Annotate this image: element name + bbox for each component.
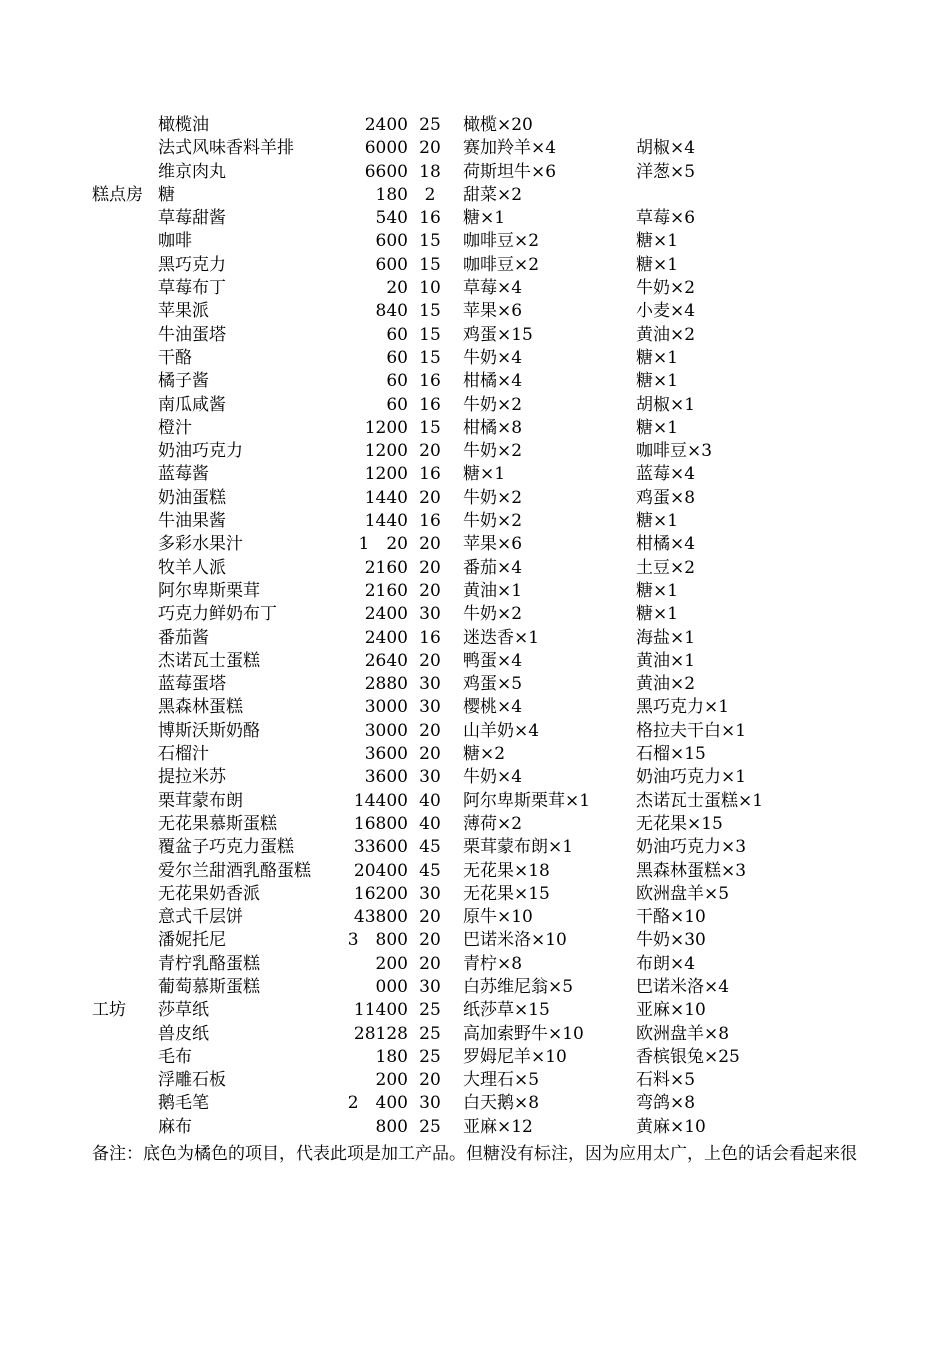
table-row — [0, 743, 950, 766]
ingredient-2: 海盐×1 — [636, 627, 696, 648]
ingredient-2: 蓝莓×4 — [636, 464, 696, 485]
table-row — [0, 883, 950, 906]
item-days: 25 — [419, 1000, 441, 1021]
ingredient-1: 柑橘×4 — [463, 371, 523, 392]
item-price: 14400 — [353, 790, 408, 811]
item-price: 43800 — [353, 907, 408, 928]
item-price: 20 — [386, 278, 408, 299]
ingredient-2: 咖啡豆×3 — [636, 441, 713, 462]
item-name: 橙汁 — [158, 417, 192, 438]
item-name: 蓝莓蛋塔 — [158, 674, 226, 695]
item-days: 16 — [419, 208, 441, 229]
ingredient-2: 洋葱×5 — [636, 161, 696, 182]
item-days: 30 — [419, 976, 441, 997]
item-price: 2160 — [364, 580, 408, 601]
table-row — [0, 114, 950, 137]
item-days: 20 — [419, 487, 441, 508]
item-days: 30 — [419, 674, 441, 695]
ingredient-1: 樱桃×4 — [463, 697, 523, 718]
table-row — [0, 953, 950, 976]
item-price: 2400 — [364, 604, 408, 625]
item-days: 45 — [419, 860, 441, 881]
item-name: 杰诺瓦士蛋糕 — [158, 650, 260, 671]
item-days: 40 — [419, 790, 441, 811]
item-days: 16 — [419, 464, 441, 485]
item-days: 15 — [419, 231, 441, 252]
item-name: 提拉米苏 — [158, 767, 226, 788]
table-row — [0, 860, 950, 883]
ingredient-1: 高加索野牛×10 — [463, 1023, 584, 1044]
ingredient-2: 欧洲盘羊×8 — [636, 1023, 730, 1044]
ingredient-1: 咖啡豆×2 — [463, 231, 540, 252]
item-price: 2400 — [364, 115, 408, 135]
item-days: 20 — [419, 650, 441, 671]
table-row — [0, 487, 950, 510]
ingredient-2: 布朗×4 — [636, 953, 696, 974]
item-days: 25 — [419, 115, 441, 135]
ingredient-2: 柑橘×4 — [636, 534, 696, 555]
ingredient-1: 柑橘×8 — [463, 417, 523, 438]
item-name: 无花果慕斯蛋糕 — [158, 813, 277, 834]
table-row — [0, 1046, 950, 1069]
item-price: 2160 — [364, 557, 408, 578]
item-price: 20400 — [353, 860, 408, 881]
item-name: 博斯沃斯奶酪 — [158, 720, 260, 741]
table-row — [0, 976, 950, 999]
ingredient-1: 鸡蛋×5 — [463, 674, 523, 695]
item-name: 兽皮纸 — [158, 1023, 209, 1044]
item-price: 16800 — [353, 813, 408, 834]
ingredient-1: 薄荷×2 — [463, 813, 523, 834]
category-cell: 工坊 — [92, 1000, 126, 1021]
item-price: 2880 — [364, 674, 408, 695]
item-price: 1200 — [364, 464, 408, 485]
ingredient-1: 糖×2 — [463, 744, 506, 765]
ingredient-1: 草莓×4 — [463, 278, 523, 299]
item-name: 毛布 — [158, 1046, 192, 1067]
ingredient-1: 荷斯坦牛×6 — [463, 161, 557, 182]
table-row — [0, 580, 950, 603]
table-row — [0, 463, 950, 486]
item-name: 糖 — [158, 184, 175, 205]
ingredient-2: 格拉夫干白×1 — [636, 720, 747, 741]
ingredient-1: 牛奶×2 — [463, 487, 523, 508]
item-name: 黑巧克力 — [158, 254, 226, 275]
item-price: 600 — [375, 231, 408, 252]
ingredient-1: 甜菜×2 — [463, 184, 523, 205]
table-row — [0, 230, 950, 253]
ingredient-1: 苹果×6 — [463, 534, 523, 555]
ingredient-1: 苹果×6 — [463, 301, 523, 322]
ingredient-1: 白天鹅×8 — [463, 1093, 540, 1114]
ingredient-1: 山羊奶×4 — [463, 720, 540, 741]
ingredient-2: 糖×1 — [636, 347, 679, 368]
item-days: 20 — [419, 534, 441, 555]
item-price: 6000 — [364, 138, 408, 159]
item-days: 20 — [419, 138, 441, 159]
item-name: 意式千层饼 — [158, 907, 243, 928]
item-price: 6600 — [364, 161, 408, 182]
item-price: 3600 — [364, 744, 408, 765]
item-days: 15 — [419, 324, 441, 345]
item-days: 30 — [419, 604, 441, 625]
table-row — [0, 277, 950, 300]
ingredient-1: 无花果×15 — [463, 883, 550, 904]
item-price: 1440 — [364, 511, 408, 532]
table-row — [0, 720, 950, 743]
item-name: 多彩水果汁 — [158, 534, 243, 555]
ingredient-2: 黄油×2 — [636, 674, 696, 695]
table-row — [0, 1092, 950, 1115]
ingredient-1: 鸭蛋×4 — [463, 650, 523, 671]
ingredient-2: 小麦×4 — [636, 301, 696, 322]
ingredient-2: 干酪×10 — [636, 907, 706, 928]
ingredient-2: 草莓×6 — [636, 208, 696, 229]
ingredient-1: 栗茸蒙布朗×1 — [463, 837, 574, 858]
ingredient-2: 糖×1 — [636, 417, 679, 438]
table-row — [0, 300, 950, 323]
ingredient-1: 牛奶×4 — [463, 767, 523, 788]
item-days: 20 — [419, 557, 441, 578]
item-days: 10 — [419, 278, 441, 299]
item-name: 覆盆子巧克力蛋糕 — [158, 837, 294, 858]
item-name: 牧羊人派 — [158, 557, 226, 578]
table-row — [0, 557, 950, 580]
table-row — [0, 254, 950, 277]
ingredient-1: 迷迭香×1 — [463, 627, 540, 648]
item-price: 180 — [375, 1046, 408, 1067]
category-cell: 糕点房 — [92, 184, 143, 205]
item-name: 牛油蛋塔 — [158, 324, 226, 345]
table-row — [0, 836, 950, 859]
ingredient-1: 牛奶×2 — [463, 441, 523, 462]
ingredient-2: 杰诺瓦士蛋糕×1 — [636, 790, 764, 811]
item-days: 15 — [419, 301, 441, 322]
item-price: 60 — [386, 347, 408, 368]
table-row — [0, 813, 950, 836]
table-row — [0, 440, 950, 463]
item-price: 1440 — [364, 487, 408, 508]
item-name: 麻布 — [158, 1116, 192, 1137]
item-price: 3000 — [364, 720, 408, 741]
ingredient-1: 白苏维尼翁×5 — [463, 976, 574, 997]
item-days: 20 — [419, 953, 441, 974]
ingredient-1: 赛加羚羊×4 — [463, 138, 557, 159]
item-name: 牛油果酱 — [158, 511, 226, 532]
table-row — [0, 161, 950, 184]
ingredient-1: 阿尔卑斯栗茸×1 — [463, 790, 591, 811]
ingredient-2: 香槟银兔×25 — [636, 1046, 740, 1067]
item-days: 16 — [419, 511, 441, 532]
item-days: 16 — [419, 371, 441, 392]
item-days: 18 — [419, 161, 441, 182]
item-name: 橘子酱 — [158, 371, 209, 392]
item-price: 60 — [386, 394, 408, 415]
ingredient-2: 牛奶×30 — [636, 930, 706, 951]
item-price: 2640 — [364, 650, 408, 671]
item-name: 奶油巧克力 — [158, 441, 243, 462]
item-days: 20 — [419, 441, 441, 462]
table-row — [0, 929, 950, 952]
table-row — [0, 1023, 950, 1046]
item-price: 1 20 — [358, 534, 408, 555]
item-name: 葡萄慕斯蛋糕 — [158, 976, 260, 997]
item-name: 草莓布丁 — [158, 278, 226, 299]
item-days: 16 — [419, 627, 441, 648]
table-row — [0, 533, 950, 556]
ingredient-1: 黄油×1 — [463, 580, 523, 601]
ingredient-1: 番茄×4 — [463, 557, 523, 578]
item-days: 30 — [419, 697, 441, 718]
item-price: 28128 — [353, 1023, 408, 1044]
ingredient-2: 糖×1 — [636, 511, 679, 532]
item-name: 苹果派 — [158, 301, 209, 322]
ingredient-2: 土豆×2 — [636, 557, 696, 578]
item-price: 2 400 — [347, 1093, 408, 1114]
table-row — [0, 510, 950, 533]
table-row — [0, 207, 950, 230]
table-row — [0, 673, 950, 696]
ingredient-1: 糖×1 — [463, 464, 506, 485]
table-row — [0, 999, 950, 1022]
ingredient-2: 糖×1 — [636, 254, 679, 275]
ingredient-2: 糖×1 — [636, 580, 679, 601]
item-name: 蓝莓酱 — [158, 464, 209, 485]
ingredient-2: 胡椒×4 — [636, 138, 696, 159]
ingredient-1: 亚麻×12 — [463, 1116, 533, 1137]
ingredient-2: 欧洲盘羊×5 — [636, 883, 730, 904]
item-name: 栗茸蒙布朗 — [158, 790, 243, 811]
item-name: 无花果奶香派 — [158, 883, 260, 904]
table-row — [0, 417, 950, 440]
item-days: 20 — [419, 1070, 441, 1091]
ingredient-2: 黄油×2 — [636, 324, 696, 345]
item-price: 200 — [375, 953, 408, 974]
ingredient-1: 青柠×8 — [463, 953, 523, 974]
ingredient-1: 纸莎草×15 — [463, 1000, 550, 1021]
item-days: 20 — [419, 580, 441, 601]
ingredient-2: 黑森林蛋糕×3 — [636, 860, 747, 881]
ingredient-1: 罗姆尼羊×10 — [463, 1046, 567, 1067]
item-price: 3600 — [364, 767, 408, 788]
ingredient-1: 巴诺米洛×10 — [463, 930, 567, 951]
ingredient-2: 黄油×1 — [636, 650, 696, 671]
table-row — [0, 370, 950, 393]
item-price: 1200 — [364, 417, 408, 438]
ingredient-2: 亚麻×10 — [636, 1000, 706, 1021]
item-days: 40 — [419, 813, 441, 834]
table-row — [0, 766, 950, 789]
item-price: 180 — [375, 184, 408, 205]
item-name: 奶油蛋糕 — [158, 487, 226, 508]
item-name: 番茄酱 — [158, 627, 209, 648]
table-row — [0, 184, 950, 207]
item-name: 草莓甜酱 — [158, 208, 226, 229]
item-price: 33600 — [353, 837, 408, 858]
item-name: 法式风味香料羊排 — [158, 138, 294, 159]
table-row — [0, 137, 950, 160]
item-price: 3 800 — [347, 930, 408, 951]
item-name: 咖啡 — [158, 231, 192, 252]
item-days: 20 — [419, 744, 441, 765]
recipe-table — [0, 114, 950, 1139]
item-days: 25 — [419, 1116, 441, 1137]
item-name: 橄榄油 — [158, 115, 209, 135]
ingredient-1: 糖×1 — [463, 208, 506, 229]
item-price: 540 — [375, 208, 408, 229]
table-row — [0, 650, 950, 673]
ingredient-1: 牛奶×2 — [463, 511, 523, 532]
table-row — [0, 790, 950, 813]
item-price: 840 — [375, 301, 408, 322]
table-row — [0, 603, 950, 626]
ingredient-2: 石料×5 — [636, 1070, 696, 1091]
ingredient-2: 奶油巧克力×1 — [636, 767, 747, 788]
item-days: 25 — [419, 1046, 441, 1067]
item-price: 16200 — [353, 883, 408, 904]
ingredient-1: 牛奶×2 — [463, 394, 523, 415]
ingredient-1: 鸡蛋×15 — [463, 324, 533, 345]
item-name: 巧克力鲜奶布丁 — [158, 604, 277, 625]
ingredient-2: 石榴×15 — [636, 744, 706, 765]
item-days: 2 — [424, 184, 436, 205]
item-days: 20 — [419, 930, 441, 951]
table-row — [0, 347, 950, 370]
ingredient-2: 奶油巧克力×3 — [636, 837, 747, 858]
item-days: 30 — [419, 1093, 441, 1114]
item-days: 45 — [419, 837, 441, 858]
ingredient-1: 无花果×18 — [463, 860, 550, 881]
table-row — [0, 627, 950, 650]
item-days: 30 — [419, 883, 441, 904]
item-price: 2400 — [364, 627, 408, 648]
item-price: 3000 — [364, 697, 408, 718]
item-name: 青柠乳酪蛋糕 — [158, 953, 260, 974]
item-days: 15 — [419, 347, 441, 368]
item-price: 800 — [375, 1116, 408, 1137]
ingredient-1: 大理石×5 — [463, 1070, 540, 1091]
ingredient-2: 糖×1 — [636, 231, 679, 252]
item-name: 莎草纸 — [158, 1000, 209, 1021]
ingredient-1: 原牛×10 — [463, 907, 533, 928]
ingredient-1: 牛奶×2 — [463, 604, 523, 625]
item-name: 浮雕石板 — [158, 1070, 226, 1091]
item-name: 石榴汁 — [158, 744, 209, 765]
table-row — [0, 696, 950, 719]
ingredient-1: 牛奶×4 — [463, 347, 523, 368]
ingredient-2: 胡椒×1 — [636, 394, 696, 415]
item-price: 60 — [386, 371, 408, 392]
item-name: 维京肉丸 — [158, 161, 226, 182]
ingredient-1: 咖啡豆×2 — [463, 254, 540, 275]
item-name: 鹅毛笔 — [158, 1093, 209, 1114]
item-name: 南瓜咸酱 — [158, 394, 226, 415]
item-name: 潘妮托尼 — [158, 930, 226, 951]
item-days: 25 — [419, 1023, 441, 1044]
item-price: 60 — [386, 324, 408, 345]
item-days: 15 — [419, 417, 441, 438]
item-days: 20 — [419, 720, 441, 741]
table-row — [0, 1069, 950, 1092]
ingredient-2: 巴诺米洛×4 — [636, 976, 730, 997]
item-days: 20 — [419, 907, 441, 928]
ingredient-2: 糖×1 — [636, 371, 679, 392]
table-row — [0, 1116, 950, 1139]
ingredient-2: 无花果×15 — [636, 813, 723, 834]
ingredient-2: 牛奶×2 — [636, 278, 696, 299]
item-price: 11400 — [353, 1000, 408, 1021]
table-row — [0, 324, 950, 347]
item-price: 200 — [375, 1070, 408, 1091]
item-days: 30 — [419, 767, 441, 788]
table-row — [0, 394, 950, 417]
item-price: 1200 — [364, 441, 408, 462]
item-name: 阿尔卑斯栗茸 — [158, 580, 260, 601]
table-row — [0, 906, 950, 929]
item-name: 黑森林蛋糕 — [158, 697, 243, 718]
ingredient-2: 黑巧克力×1 — [636, 697, 730, 718]
ingredient-1: 橄榄×20 — [463, 115, 533, 135]
item-days: 16 — [419, 394, 441, 415]
item-price: 600 — [375, 254, 408, 275]
item-days: 15 — [419, 254, 441, 275]
footnote: 备注：底色为橘色的项目，代表此项是加工产品。但糖没有标注，因为应用太广，上色的话会看起来很 — [92, 1144, 857, 1164]
item-price: 000 — [375, 976, 408, 997]
item-name: 爱尔兰甜酒乳酪蛋糕 — [158, 860, 311, 881]
ingredient-2: 弯鸽×8 — [636, 1093, 696, 1114]
ingredient-2: 黄麻×10 — [636, 1116, 706, 1137]
ingredient-2: 鸡蛋×8 — [636, 487, 696, 508]
item-name: 干酪 — [158, 347, 192, 368]
ingredient-2: 糖×1 — [636, 604, 679, 625]
